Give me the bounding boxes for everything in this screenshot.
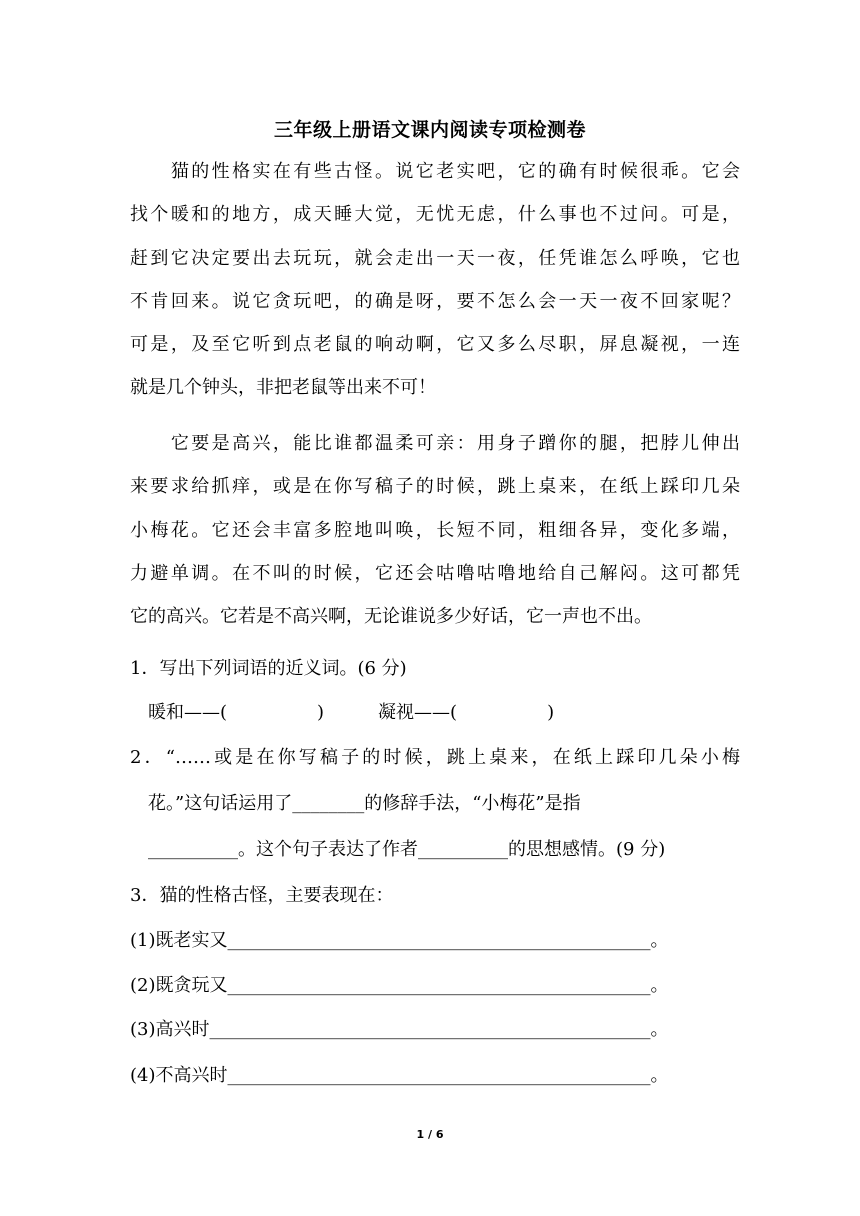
passage-line: 不肯回来。说它贪玩吧，的确是呀，要不怎么会一天一夜不回家呢？ — [130, 291, 740, 312]
question-1-items: 暖和——( ) 凝视——( ) — [130, 702, 555, 723]
passage-line: 力避单调。在不叫的时候，它还会咕噜咕噜地给自己解闷。这可都凭 — [130, 563, 740, 584]
passage-line: 就是几个钟头，非把老鼠等出来不可！ — [130, 377, 436, 398]
passage-line: 小梅花。它还会丰富多腔地叫唤，长短不同，粗细各异，变化多端， — [130, 520, 740, 541]
question-3-item: (2)既贪玩又_______________________________________________。 — [130, 975, 669, 996]
question-3: 3．猫的性格古怪，主要表现在： — [130, 885, 394, 906]
question-2: 2．“……或是在你写稿子的时候，跳上桌来，在纸上踩印几朵小梅 — [130, 747, 740, 768]
passage-line: 找个暖和的地方，成天睡大觉，无忧无虑，什么事也不过问。可是， — [130, 204, 740, 225]
passage-line: 它的高兴。它若是不高兴啊，无论谁说多少好话，它一声也不出。 — [130, 606, 652, 627]
question-1: 1．写出下列词语的近义词。(6 分) — [130, 658, 407, 679]
passage-line: 赶到它决定要出去玩玩，就会走出一天一夜，任凭谁怎么呼唤，它也 — [130, 248, 740, 269]
page-title: 三年级上册语文课内阅读专项检测卷 — [273, 119, 586, 141]
passage-line: 它要是高兴，能比谁都温柔可亲：用身子蹭你的腿，把脖儿伸出 — [130, 433, 740, 454]
question-3-item: (1)既老实又_______________________________________________。 — [130, 930, 669, 951]
passage-line: 可是，及至它听到点老鼠的响动啊，它又多么尽职，屏息凝视，一连 — [130, 334, 740, 355]
question-2-line: __________。这个句子表达了作者__________的思想感情。(9 分) — [130, 839, 666, 860]
question-3-item: (3)高兴时_________________________________________________。 — [130, 1019, 669, 1040]
page-number: 1 / 6 — [416, 1128, 444, 1141]
question-3-item: (4)不高兴时_______________________________________________。 — [130, 1065, 669, 1086]
passage-line: 猫的性格实在有些古怪。说它老实吧，它的确有时候很乖。它会 — [130, 161, 740, 182]
question-2-line: 花。”这句话运用了________的修辞手法，“小梅花”是指 — [130, 793, 581, 814]
passage-line: 来要求给抓痒，或是在你写稿子的时候，跳上桌来，在纸上踩印几朵 — [130, 476, 740, 497]
